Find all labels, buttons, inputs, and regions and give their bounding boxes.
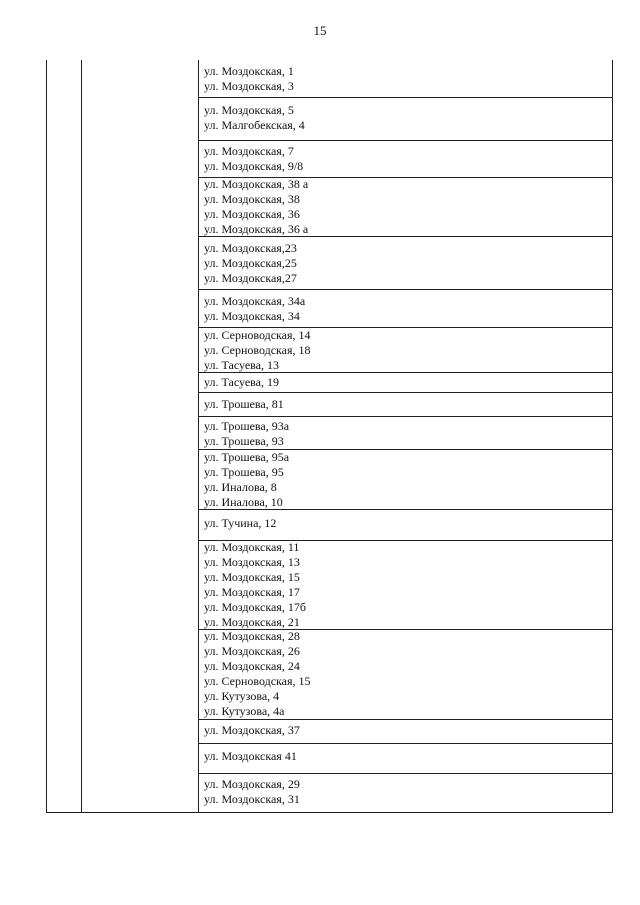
address-line: ул. Тасуева, 19 xyxy=(204,375,279,389)
address-line: ул. Серноводская, 14 xyxy=(204,328,311,342)
address-line: ул. Моздокская,23 xyxy=(204,241,297,255)
address-line: ул. Моздокская, 7 xyxy=(204,144,294,158)
address-line: ул. Иналова, 10 xyxy=(204,495,283,509)
page-number: 15 xyxy=(313,23,327,38)
address-line: ул. Моздокская, 28 xyxy=(204,629,300,643)
address-line: ул. Трошева, 95а xyxy=(204,450,290,464)
row-divider xyxy=(198,289,613,290)
address-line: ул. Кутузова, 4а xyxy=(204,704,285,718)
address-line: ул. Моздокская, 5 xyxy=(204,103,294,117)
row-divider xyxy=(198,392,613,393)
address-line: ул. Кутузова, 4 xyxy=(204,689,280,703)
address-line: ул. Иналова, 8 xyxy=(204,480,277,494)
table-border-left xyxy=(46,60,47,813)
row-divider xyxy=(198,140,613,141)
address-cell xyxy=(204,516,604,531)
row-divider xyxy=(198,719,613,720)
address-line: ул. Трошева, 95 xyxy=(204,465,284,479)
address-line: ул. Моздокская, 21 xyxy=(204,615,300,629)
address-cell xyxy=(204,103,604,133)
address-line: ул. Малгобекская, 4 xyxy=(204,118,305,132)
address-line: ул. Моздокская, 29 xyxy=(204,777,300,791)
address-line: ул. Моздокская, 26 xyxy=(204,644,300,658)
address-cell xyxy=(204,177,604,237)
address-line: ул. Трошева, 81 xyxy=(204,397,284,411)
address-cell xyxy=(204,294,604,324)
address-line: ул. Моздокская 41 xyxy=(204,749,297,763)
address-cell xyxy=(204,540,604,630)
row-divider xyxy=(198,97,613,98)
address-line: ул. Моздокская, 15 xyxy=(204,570,300,584)
address-line: ул. Моздокская,25 xyxy=(204,256,297,270)
address-line: ул. Серноводская, 15 xyxy=(204,674,311,688)
address-line: ул. Моздокская, 36 а xyxy=(204,222,309,236)
table-border-right xyxy=(612,60,613,813)
row-divider xyxy=(198,416,613,417)
address-cell xyxy=(204,629,604,719)
address-cell xyxy=(204,241,604,286)
address-cell xyxy=(204,749,604,764)
address-line: ул. Моздокская, 17 xyxy=(204,585,300,599)
address-line: ул. Моздокская, 1 xyxy=(204,64,294,78)
address-cell xyxy=(204,450,604,510)
address-line: ул. Моздокская, 34а xyxy=(204,294,306,308)
column-divider-2 xyxy=(198,60,199,813)
address-line: ул. Моздокская, 37 xyxy=(204,723,300,737)
address-line: ул. Моздокская, 9/8 xyxy=(204,159,304,173)
address-line: ул. Моздокская, 38 а xyxy=(204,177,309,191)
address-line: ул. Моздокская, 24 xyxy=(204,659,300,673)
column-divider-1 xyxy=(81,60,82,813)
address-line: ул. Трошева, 93 xyxy=(204,434,284,448)
address-cell xyxy=(204,723,604,738)
address-cell xyxy=(204,777,604,807)
address-line: ул. Моздокская, 38 xyxy=(204,192,300,206)
address-line: ул. Моздокская, 11 xyxy=(204,540,300,554)
address-line: ул. Трошева, 93а xyxy=(204,419,290,433)
address-cell xyxy=(204,144,604,174)
address-line: ул. Серноводская, 18 xyxy=(204,343,311,357)
address-line: ул. Моздокская, 36 xyxy=(204,207,300,221)
address-line: ул. Тасуева, 13 xyxy=(204,358,279,372)
address-line: ул. Моздокская, 34 xyxy=(204,309,300,323)
address-cell xyxy=(204,375,604,390)
address-line: ул. Тучина, 12 xyxy=(204,516,277,530)
table-border-bottom xyxy=(46,812,613,813)
address-cell xyxy=(204,64,604,94)
address-line: ул. Моздокская, 3 xyxy=(204,79,294,93)
address-cell xyxy=(204,419,604,449)
address-line: ул. Моздокская, 13 xyxy=(204,555,300,569)
address-cell xyxy=(204,397,604,412)
row-divider xyxy=(198,743,613,744)
row-divider xyxy=(198,773,613,774)
address-line: ул. Моздокская,27 xyxy=(204,271,297,285)
address-line: ул. Моздокская, 31 xyxy=(204,792,300,806)
address-cell xyxy=(204,328,604,373)
address-line: ул. Моздокская, 17б xyxy=(204,600,306,614)
